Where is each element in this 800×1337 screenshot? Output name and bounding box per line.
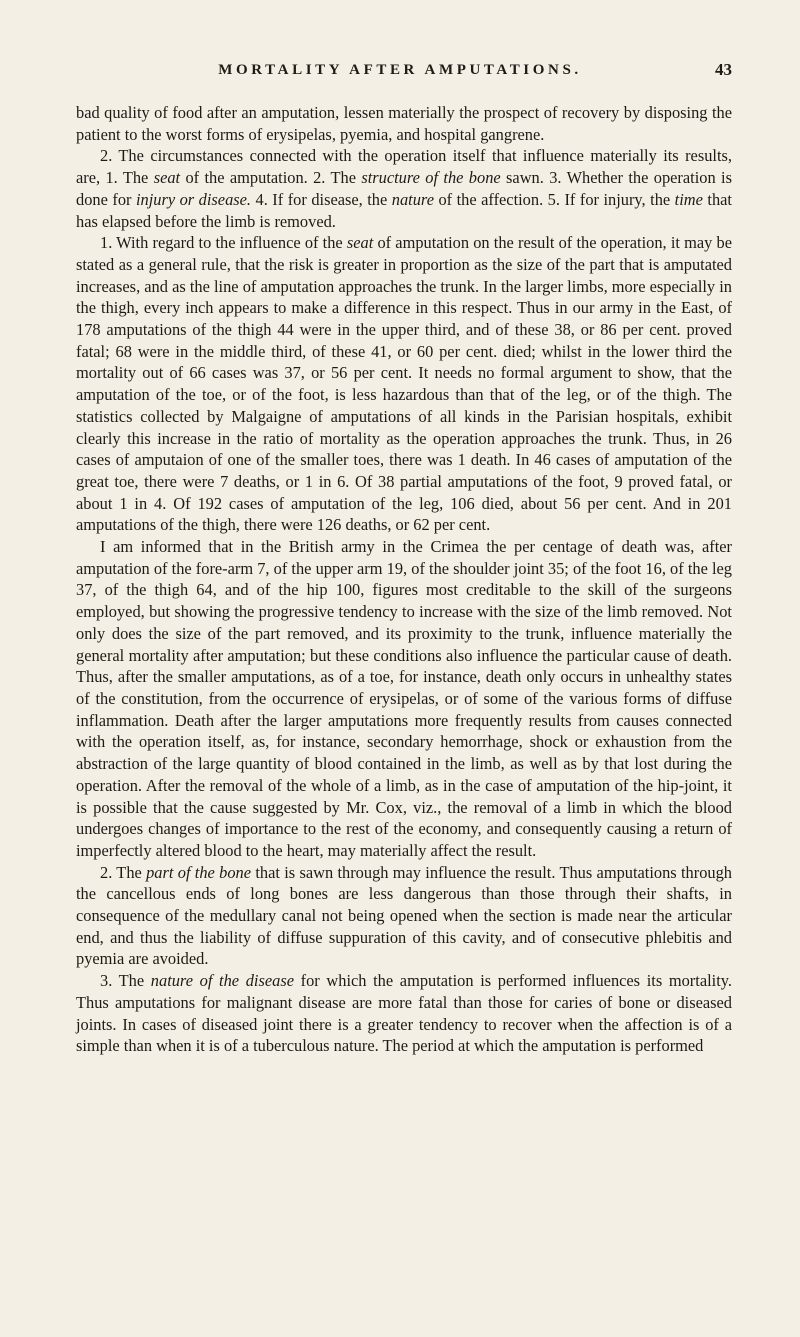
paragraph	[76, 145, 732, 232]
text-run: 3. The	[100, 971, 151, 991]
text-run: for which the amputation is performed influences its mortality. Thus amputations for malignant disease are more fatal than those for caries of bone or diseased joints. In cases of diseased joint there is a greater tendency to recover when the affection is of a simple than when it is of a tuberculous nature. The period at which the amputation is performed	[76, 971, 732, 1056]
italic-text: nature of the disease	[150, 971, 294, 991]
text-run: of amputation on the result of the operation, it may be stated as a general rule, that the risk is greater in proportion as the size of the part that is amputated increases, and as the line of amputation approaches the trunk. In the larger limbs, more especially in the thigh, every inch appears to make a difference in this respect. Thus in our army in the East, of 178 amputations of the thigh 44 were in the upper third, and of these 38, or 86 per cent. proved fatal; 68 were in the middle third, of these 41, or 60 per cent. died; whilst in the lower third the mortality out of 66 cases was 37, or 56 per cent. It needs no formal argument to show, that the amputation of the toe, or of the foot, is less hazardous than that of the leg, or of the thigh. The statistics collected by Malgaigne of amputations of all kinds in the Parisian hospitals, exhibit clearly this increase in the ratio of mortality as the operation approaches the trunk. Thus, in 26 cases of amputaion of one of the smaller toes, there was 1 death. In 46 cases of amputation of the great toe, there were 7 deaths, or 1 in 6. Of 38 partial amputations of the foot, 9 proved fatal, or about 1 in 4. Of 192 cases of amputation of the leg, 106 died, about 56 per cent. And in 201 amputations of the thigh, there were 126 deaths, or 62 per cent.	[76, 233, 732, 535]
italic-text: nature	[391, 189, 434, 209]
text-run: 4. If for disease, the	[251, 189, 392, 209]
body-text	[76, 102, 732, 1057]
text-run: I am informed that in the British army in the Crimea the per centage of death was, after amputation of the fore-arm 7, of the upper arm 19, of the shoulder joint 35; of the foot 16, of the leg 37, of the thigh 64, and of the hip 100, figures most creditable to the skill of the surgeons employed, but showing the progressive tendency to increase with the size of the limb removed. Not only does the size of the part removed, and its proximity to the trunk, influence materially the general mortality after amputation; but these conditions also influence the particular cause of death. Thus, after the smaller amputations, as of a toe, for instance, death only occurs in unhealthy states of the constitution, from the occurrence of erysipelas, or of some of the various forms of diffuse inflammation. Death after the larger amputations more frequently results from causes connected with the operation itself, as, for instance, secondary hemorrhage, shock or exhaustion from the abstraction of the large quantity of blood contained in the limb, as well as by that lost during the operation. After the removal of the whole of a limb, as in the case of amputation of the hip-joint, it is possible that the cause suggested by Mr. Cox, viz., the removal of a limb in which the blood undergoes changes of importance to the rest of the economy, and consequently causing a return of imperfectly altered blood to the heart, may materially affect the result.	[76, 537, 732, 860]
italic-text: time	[674, 189, 703, 209]
paragraph	[76, 102, 732, 145]
italic-text: seat	[153, 168, 181, 188]
text-run: sawn. 3. Whether the operation is done for	[76, 168, 732, 209]
text-run: 2. The circumstances connected with the operation itself that influence materially its results, are, 1. The	[76, 146, 732, 188]
text-run: of the amputation. 2. The	[180, 168, 362, 188]
running-title: MORTALITY AFTER AMPUTATIONS.	[218, 62, 582, 78]
text-run: 1. With regard to the influence of the	[100, 233, 347, 253]
page-number: 43	[715, 60, 732, 79]
italic-text: injury or disease.	[135, 189, 252, 209]
text-run: of the affection. 5. If for injury, the	[433, 189, 675, 209]
text-run: bad quality of food after an amputation, lessen materially the prospect of recovery by disposing the patient to the worst forms of erysipelas, pyemia, and hospital gangrene.	[76, 103, 732, 144]
italic-text: part of the bone	[146, 862, 252, 882]
paragraph	[76, 862, 732, 971]
text-run: that has elapsed before the limb is removed.	[76, 189, 732, 231]
paragraph	[76, 536, 732, 862]
paragraph	[76, 232, 732, 536]
text-run: 2. The	[100, 862, 147, 882]
text-run: that is sawn through may influence the result. Thus amputations through the cancellous ends of long bones are less dangerous than those through their shafts, in consequence of the medullary canal not being opened when the section is made near the articular end, and thus the liability of diffuse suppuration of this cavity, and of consecutive phlebitis and pyemia are avoided.	[76, 862, 732, 969]
italic-text: structure of the bone	[361, 168, 501, 188]
italic-text: seat	[346, 233, 374, 253]
paragraph	[76, 970, 732, 1057]
running-head	[0, 62, 800, 84]
